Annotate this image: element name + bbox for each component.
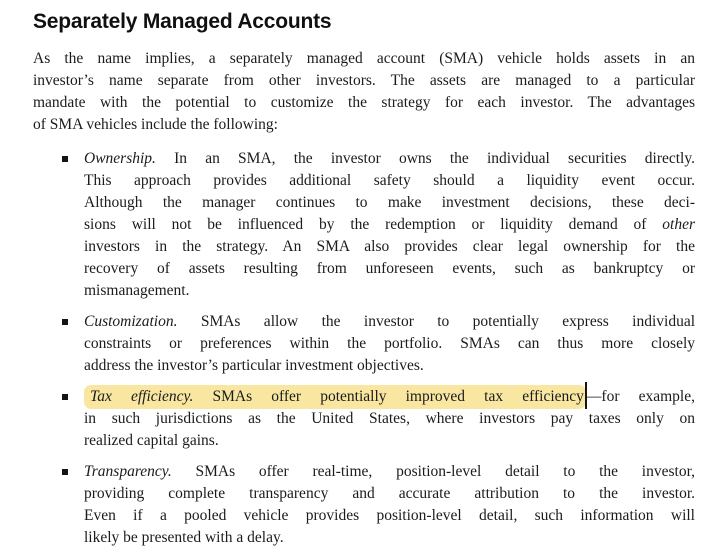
- list-item-ownership: [33, 148, 695, 302]
- list-item-customization: [33, 311, 695, 377]
- text-segment: other: [662, 216, 695, 233]
- section-heading: Separately Managed Accounts: [33, 10, 332, 33]
- text-line: [84, 333, 695, 355]
- text-segment: Ownership.: [84, 150, 156, 167]
- text-line: [33, 114, 695, 136]
- text-line: [84, 148, 695, 170]
- text-segment: As the name implies, a separately managed account (SMA) vehicle holds assets in an: [33, 50, 695, 67]
- bullet-square-icon: [62, 394, 68, 400]
- text-segment: SMAs offer real-time, position-level detail to the investor,: [171, 463, 695, 480]
- highlight-annotation[interactable]: SMAs offer potentially improved tax efficiency: [193, 385, 586, 409]
- text-segment: investor’s name separate from other investors. The assets are managed to a particular: [33, 72, 695, 89]
- text-segment: mismanagement.: [84, 282, 190, 299]
- text-line: [84, 355, 695, 377]
- text-segment: Although the manager continues to make investment decisions, these deci-: [84, 194, 695, 211]
- bullet-square-icon: [62, 319, 68, 325]
- text-segment: SMAs allow the investor to potentially express individual: [177, 313, 695, 330]
- text-segment: realized capital gains.: [84, 432, 219, 449]
- bullet-text-tax-efficiency: [84, 386, 695, 452]
- text-segment: sions will not be influenced by the redemption or liquidity demand of: [84, 216, 663, 233]
- intro-paragraph: [33, 48, 695, 136]
- document-page: [33, 9, 695, 558]
- text-segment: in such jurisdictions as the United States, where investors pay taxes only on: [84, 410, 695, 427]
- bullet-text-transparency: [84, 461, 695, 549]
- highlight-annotation[interactable]: Tax efficiency.: [84, 385, 193, 409]
- text-segment: constraints or preferences within the portfolio. SMAs can thus more closely: [84, 335, 695, 352]
- text-segment: This approach provides additional safety should a liquidity event occur.: [84, 172, 695, 189]
- text-segment: Even if a pooled vehicle provides position-level detail, such information will: [84, 507, 695, 524]
- text-line: [84, 214, 695, 236]
- bullet-square-icon: [62, 469, 68, 475]
- text-line: [84, 483, 695, 505]
- bullet-list: [33, 148, 695, 549]
- text-segment: —for example,: [585, 388, 695, 405]
- text-line: [33, 70, 695, 92]
- text-segment: address the investor’s particular investment objectives.: [84, 357, 424, 374]
- text-line: [33, 92, 695, 114]
- text-line: [84, 258, 695, 280]
- text-segment: Customization.: [84, 313, 178, 330]
- text-segment: of SMA vehicles include the following:: [33, 116, 278, 133]
- bullet-text-ownership: [84, 148, 695, 302]
- text-segment: investors in the strategy. An SMA also provides clear legal ownership for the: [84, 238, 695, 255]
- text-segment: recovery of assets resulting from unforeseen events, such as bankruptcy or: [84, 260, 695, 277]
- bullet-marker: [33, 311, 84, 377]
- text-line: [84, 280, 695, 302]
- text-line: [84, 461, 695, 483]
- text-line: [84, 170, 695, 192]
- text-line: [84, 311, 695, 333]
- text-segment: likely be presented with a delay.: [84, 529, 284, 546]
- text-line: [33, 48, 695, 70]
- bullet-square-icon: [62, 156, 68, 162]
- text-line: [84, 236, 695, 258]
- text-line: [84, 430, 695, 452]
- text-segment: mandate with the potential to customize the strategy for each investor. The advantages: [33, 94, 695, 111]
- list-item-transparency: [33, 461, 695, 549]
- text-line: [84, 408, 695, 430]
- list-item-tax-efficiency: [33, 386, 695, 452]
- text-line: [84, 386, 695, 408]
- bullet-marker: [33, 148, 84, 302]
- text-line: [84, 192, 695, 214]
- text-segment: In an SMA, the investor owns the individual securities directly.: [155, 150, 695, 167]
- bullet-marker: [33, 461, 84, 549]
- bullet-text-customization: [84, 311, 695, 377]
- bullet-marker: [33, 386, 84, 452]
- text-line: [84, 505, 695, 527]
- text-segment: providing complete transparency and accurate attribution to the investor.: [84, 485, 695, 502]
- text-segment: Transparency.: [84, 463, 172, 480]
